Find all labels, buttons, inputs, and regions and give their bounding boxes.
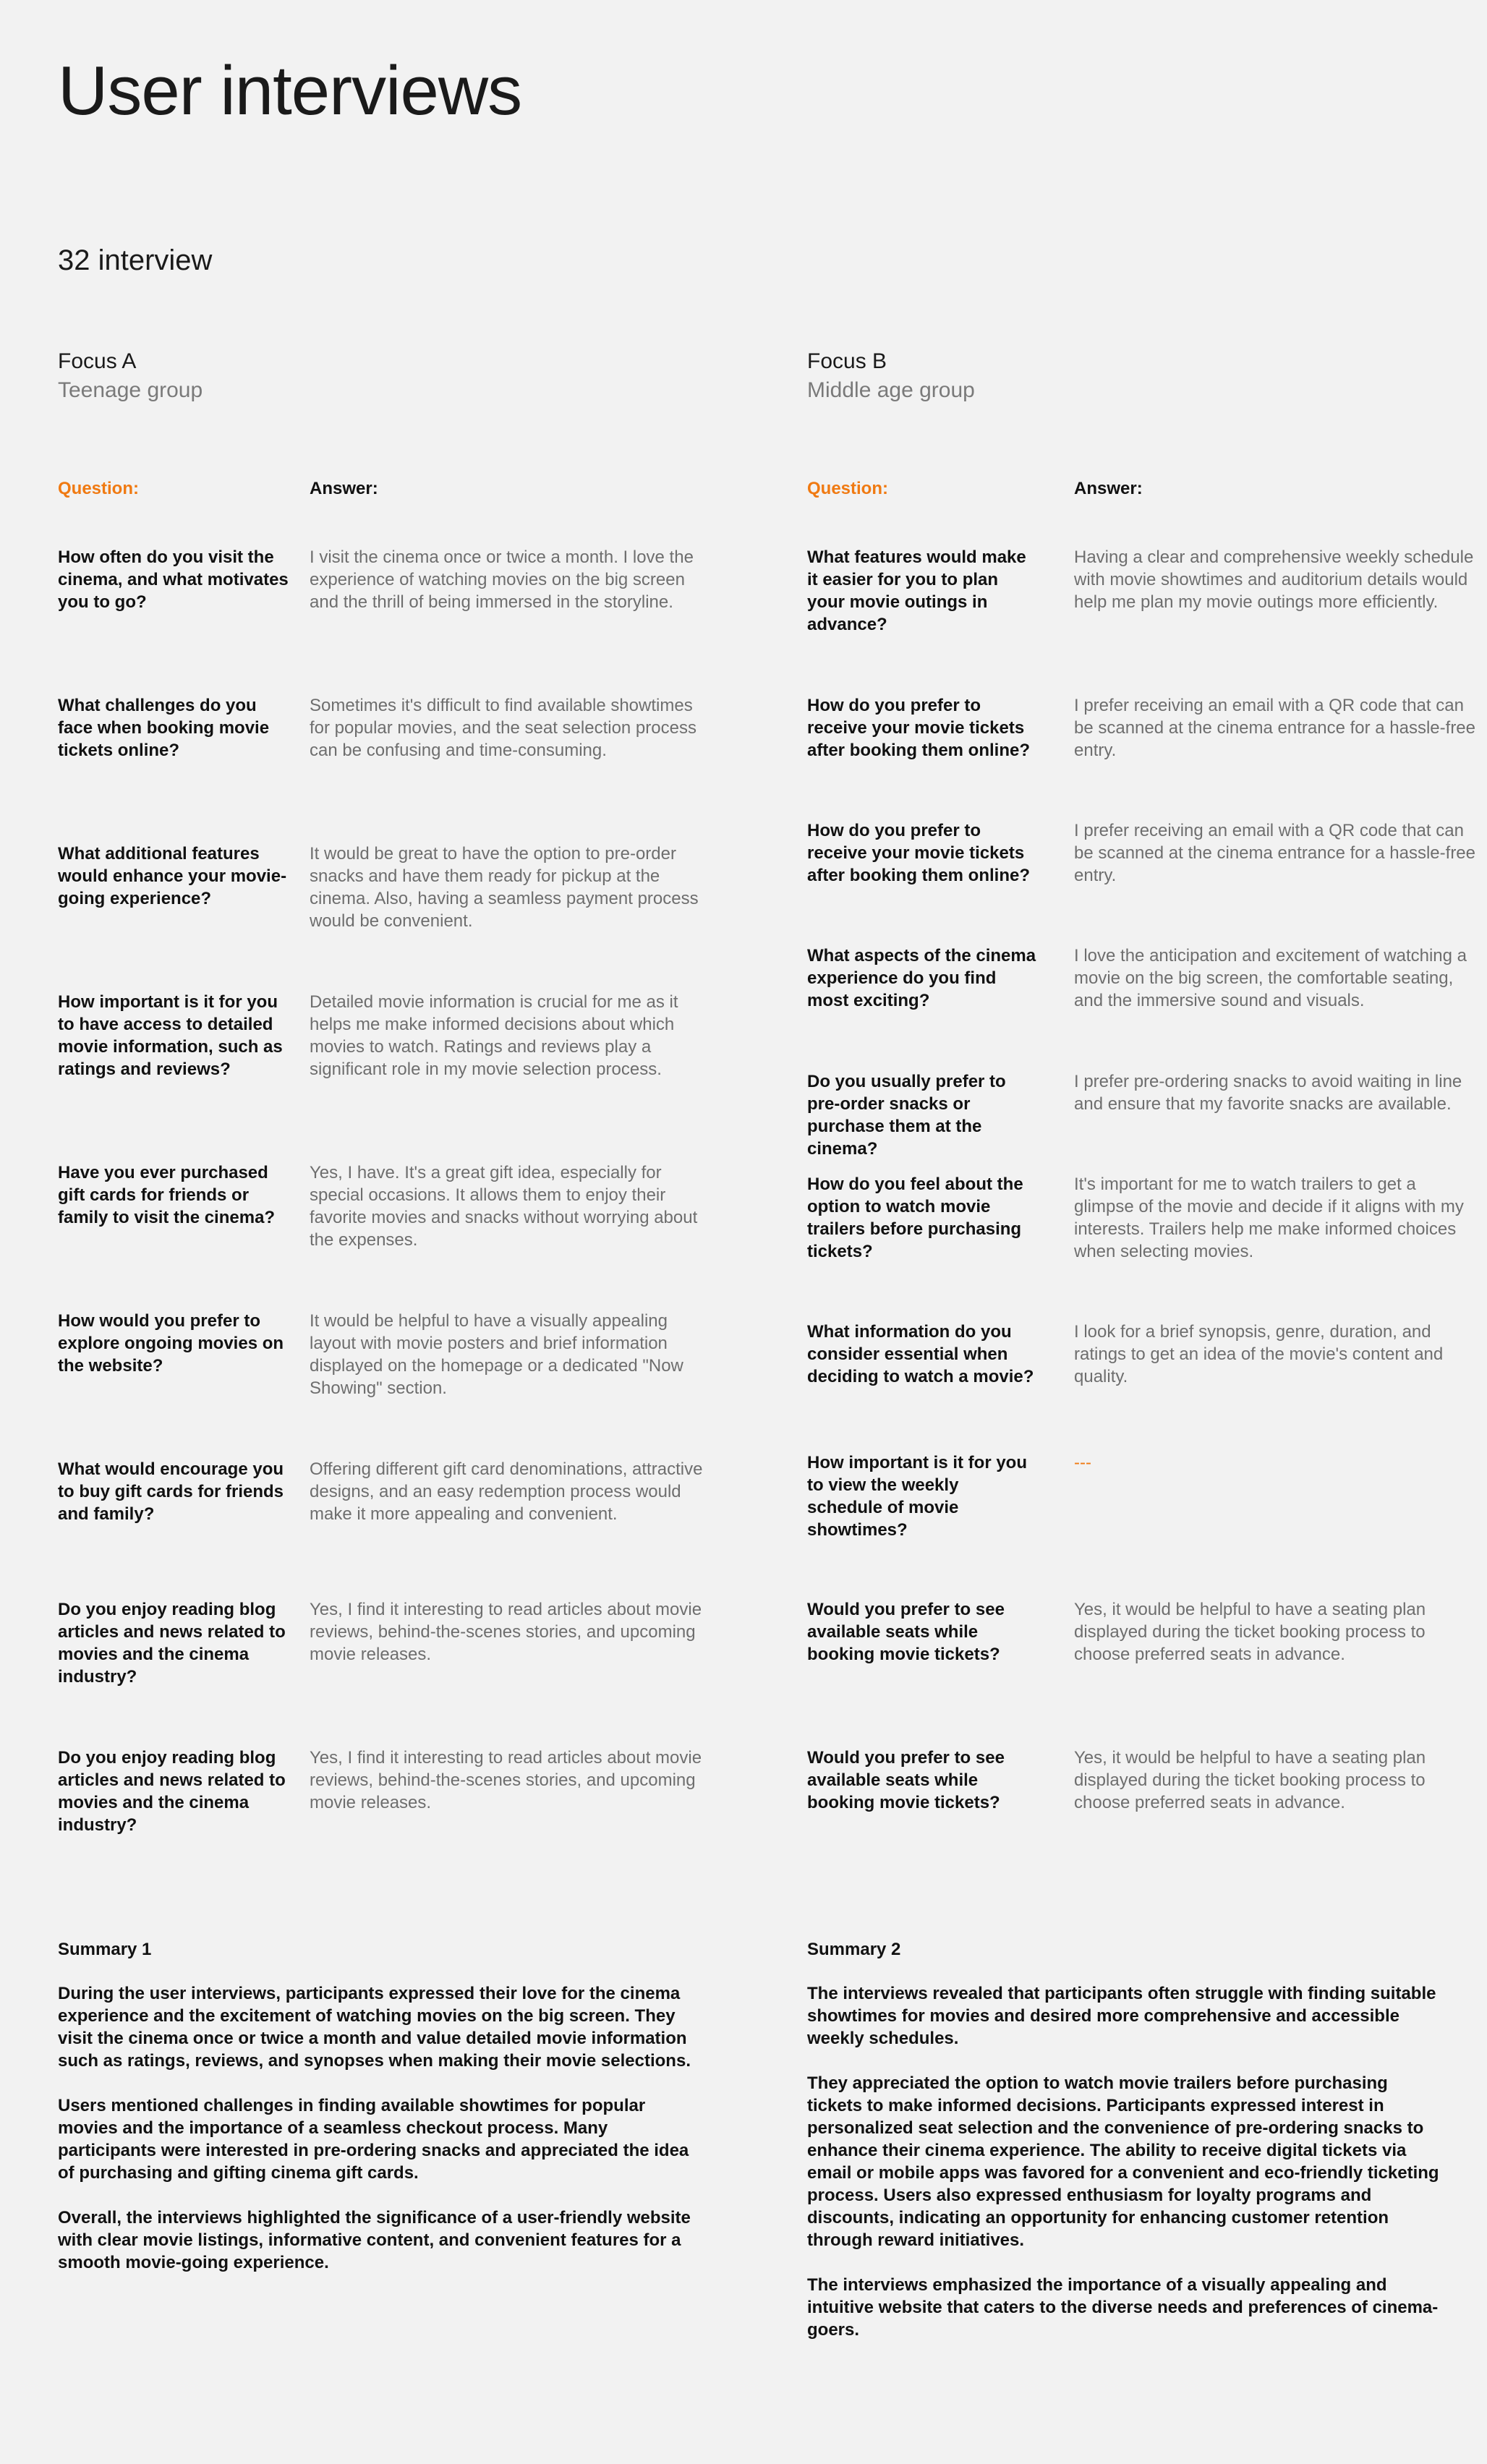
summary-paragraph: The interviews revealed that participants often struggle with finding suitable showtimes for movies and desired more comprehensive and accessible weekly schedules. [807,1984,1436,2048]
question-text: Would you prefer to see available seats while booking movie tickets? [807,1600,1005,1664]
question-text: How often do you visit the cinema, and what motivates you to go? [58,547,289,612]
answer-text: Offering different gift card denominations, attractive designs, and an easy redemption process would make it more appealing and convenient. [310,1459,703,1524]
answer-text: Yes, it would be helpful to have a seating plan displayed during the ticket booking process to choose preferred seats in advance. [1074,1600,1426,1664]
question-text: Have you ever purchased gift cards for friends or family to visit the cinema? [58,1163,276,1227]
interview-count: 32 interview [58,244,213,276]
answer-text: I visit the cinema once or twice a month. I love the experience of watching movies on the big screen and the thrill of being immersed in the storyline. [310,547,694,612]
question-text: How do you feel about the option to watch movie trailers before purchasing tickets? [807,1175,1023,1261]
summary-paragraph: They appreciated the option to watch movie trailers before purchasing tickets to make informed decisions. Participants expressed interest in personalized seat selection and the convenience of pre-ordering snacks to enhance their cinema experience. The ability to receive digital tickets via email or mobile apps was favored for a convenient and eco-friendly ticketing process. Users also expressed enthusiasm for loyalty programs and discounts, indicating an opportunity for enhancing customer retention through reward initiatives. [807,2073,1439,2250]
answer-label-b: Answer: [1074,479,1143,498]
answer-text: Detailed movie information is crucial for me as it helps me make informed decisions about which movies to watch. Ratings and reviews play a significant role in my movie selection process. [310,992,678,1079]
question-text: What additional features would enhance your movie-going experience? [58,844,287,908]
summary-1 [58,1938,698,2296]
question-text: How would you prefer to explore ongoing movies on the website? [58,1311,284,1376]
question-text: Do you enjoy reading blog articles and news related to movies and the cinema industry? [58,1748,286,1835]
question-label-a: Question: [58,479,139,498]
summary-paragraph: The interviews emphasized the importance of a visually appealing and intuitive website that caters to the diverse needs and preferences of cinema-goers. [807,2275,1439,2340]
summary-paragraph: Users mentioned challenges in finding available showtimes for popular movies and the importance of a seamless checkout process. Many participants were interested in pre-ordering snacks and appreciated the idea of purchasing and gifting cinema gift cards. [58,2096,689,2183]
answer-text: I prefer pre-ordering snacks to avoid waiting in line and ensure that my favorite snacks are available. [1074,1072,1462,1114]
question-text: Would you prefer to see available seats while booking movie tickets? [807,1748,1005,1812]
answer-text: I prefer receiving an email with a QR code that can be scanned at the cinema entrance for a hassle-free entry. [1074,696,1475,760]
question-text: What would encourage you to buy gift cards for friends and family? [58,1459,284,1524]
answer-text: Sometimes it's difficult to find available showtimes for popular movies, and the seat selection process can be confusing and time-consuming. [310,696,696,760]
summary-2-title: Summary 2 [807,1940,901,1959]
answer-text: It would be great to have the option to pre-order snacks and have them ready for pickup at the cinema. Also, having a seamless payment process would be convenient. [310,844,699,931]
answer-text: It's important for me to watch trailers to get a glimpse of the movie and decide if it aligns with my interests. Trailers help me make informed choices when selecting movies. [1074,1175,1464,1261]
answer-text: Yes, it would be helpful to have a seating plan displayed during the ticket booking process to choose preferred seats in advance. [1074,1748,1426,1812]
answer-text: I love the anticipation and excitement of watching a movie on the big screen, the comfortable seating, and the immersive sound and visuals. [1074,946,1467,1010]
question-text: Do you usually prefer to pre-order snacks or purchase them at the cinema? [807,1072,1006,1159]
focus-a-group: Teenage group [58,378,203,402]
focus-b-header [807,347,975,405]
summary-2 [807,1938,1447,2363]
question-text: Do you enjoy reading blog articles and news related to movies and the cinema industry? [58,1600,286,1687]
answer-text: Yes, I have. It's a great gift idea, especially for special occasions. It allows them to enjoy their favorite movies and snacks without worrying about the expenses. [310,1163,698,1250]
question-text: How important is it for you to view the weekly schedule of movie showtimes? [807,1453,1027,1540]
focus-a-name: Focus A [58,349,137,373]
question-label-b: Question: [807,479,888,498]
focus-b-group: Middle age group [807,378,975,402]
question-text: What challenges do you face when booking movie tickets online? [58,696,270,760]
summary-1-title: Summary 1 [58,1940,152,1959]
question-text: How do you prefer to receive your movie tickets after booking them online? [807,821,1031,885]
answer-text: Yes, I find it interesting to read articles about movie reviews, behind-the-scenes stories, and upcoming movie releases. [310,1600,702,1664]
question-text: What aspects of the cinema experience do you find most exciting? [807,946,1036,1010]
page-title: User interviews [58,52,522,129]
answer-text: It would be helpful to have a visually appealing layout with movie posters and brief information displayed on the homepage or a dedicated "Now Showing" section. [310,1311,683,1398]
question-text: How important is it for you to have access to detailed movie information, such as ratings and reviews? [58,992,283,1079]
question-text: How do you prefer to receive your movie tickets after booking them online? [807,696,1031,760]
summary-paragraph: During the user interviews, participants expressed their love for the cinema experience and the excitement of watching movies on the big screen. They visit the cinema once or twice a month and value detailed movie information such as ratings, reviews, and synopses when making their movie selections. [58,1984,691,2071]
answer-label-a: Answer: [310,479,378,498]
question-text: What information do you consider essential when deciding to watch a movie? [807,1322,1034,1386]
answer-text: Having a clear and comprehensive weekly schedule with movie showtimes and auditorium details would help me plan my movie outings more efficiently. [1074,547,1474,612]
answer-text: Yes, I find it interesting to read articles about movie reviews, behind-the-scenes stories, and upcoming movie releases. [310,1748,702,1812]
focus-a-header [58,347,203,405]
answer-text: I look for a brief synopsis, genre, duration, and ratings to get an idea of the movie's content and quality. [1074,1322,1444,1386]
answer-text: --- [1074,1453,1091,1472]
summary-paragraph: Overall, the interviews highlighted the significance of a user-friendly website with clear movie listings, informative content, and convenient features for a smooth movie-going experience. [58,2208,691,2272]
focus-b-name: Focus B [807,349,887,373]
question-text: What features would make it easier for you to plan your movie outings in advance? [807,547,1026,634]
answer-text: I prefer receiving an email with a QR code that can be scanned at the cinema entrance for a hassle-free entry. [1074,821,1475,885]
